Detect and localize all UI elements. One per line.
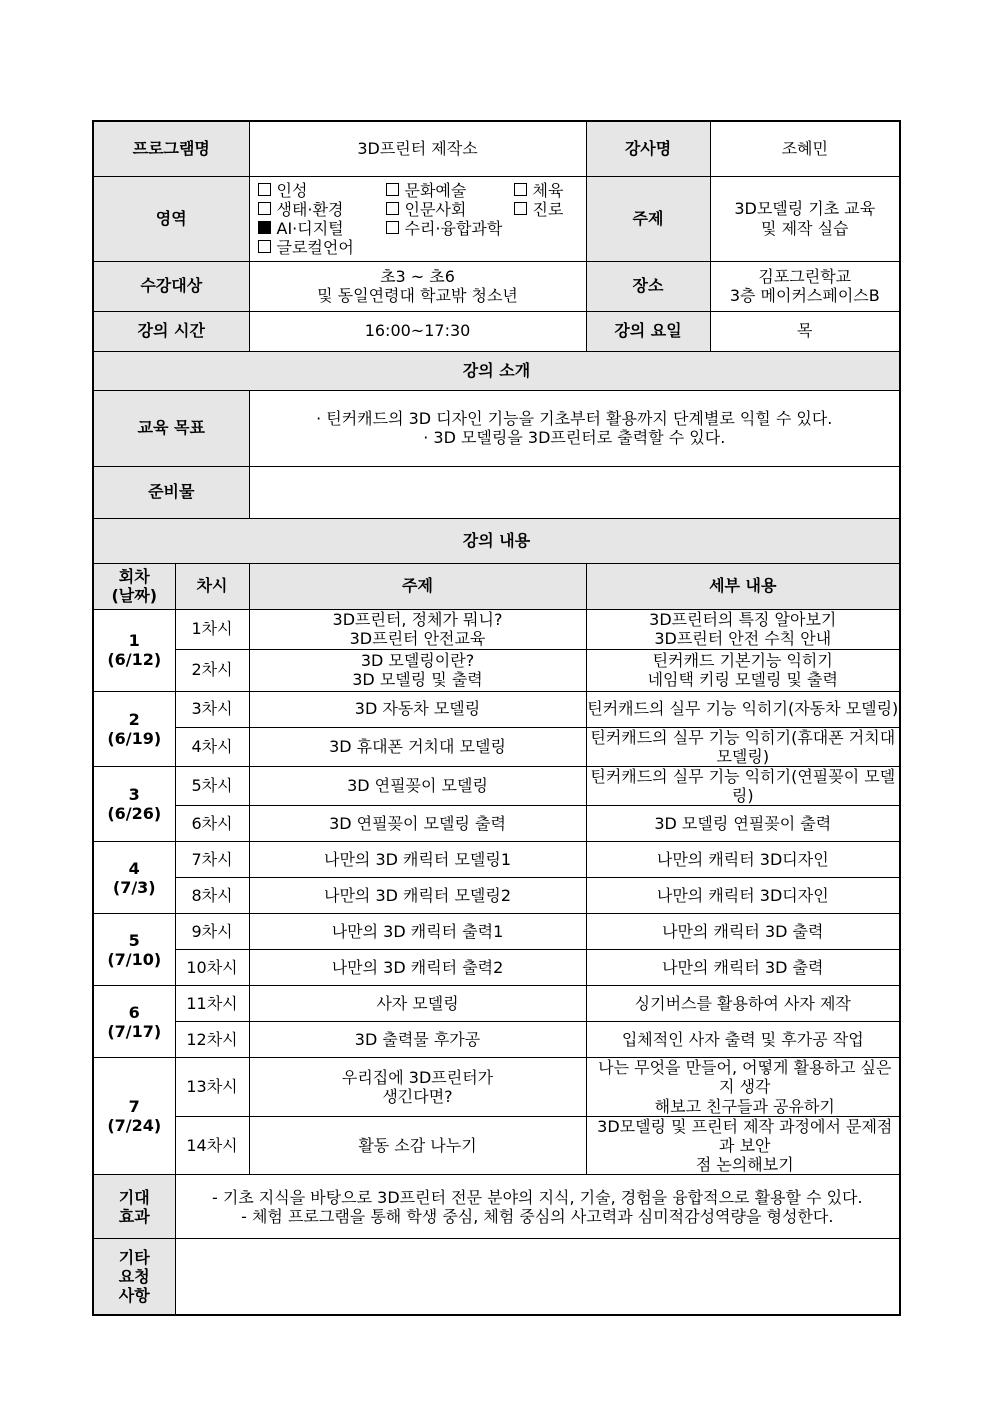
day-label: 강의 요일 bbox=[586, 311, 710, 351]
goal-value bbox=[249, 390, 900, 466]
topic-line: 3D프린터, 정체가 뭐니? bbox=[332, 609, 503, 629]
session-number: 1 bbox=[128, 630, 140, 650]
session-number: 2 bbox=[128, 709, 140, 729]
detail-cell: 틴커캐드의 실무 기능 익히기(휴대폰 거치대 모델링) bbox=[586, 727, 900, 766]
place-label: 장소 bbox=[586, 261, 710, 311]
topic-line: 생긴다면? bbox=[382, 1087, 453, 1107]
area-option-label: 문화예술 bbox=[404, 180, 467, 200]
session-number: 3 bbox=[128, 784, 140, 804]
other-label bbox=[93, 1239, 175, 1315]
detail-line: 네임택 키링 모델링 및 출력 bbox=[647, 670, 838, 689]
checkbox-icon[interactable] bbox=[258, 240, 271, 253]
effect-label-line-1: 기대 bbox=[118, 1187, 150, 1207]
time-value: 16:00~17:30 bbox=[249, 311, 586, 351]
topic-line: 3D프린터 안전교육 bbox=[349, 629, 486, 648]
period-cell: 13차시 bbox=[175, 1058, 249, 1117]
detail-cell: 나만의 캐릭터 3D 출력 bbox=[586, 914, 900, 950]
detail-cell: 싱기버스를 활용하여 사자 제작 bbox=[586, 986, 900, 1022]
detail-line: 3D프린터 안전 수칙 안내 bbox=[654, 629, 832, 648]
checkbox-icon[interactable] bbox=[258, 183, 271, 196]
period-cell: 9차시 bbox=[175, 914, 249, 950]
topic-cell: 3D 자동차 모델링 bbox=[249, 691, 586, 727]
period-cell: 1차시 bbox=[175, 609, 249, 649]
detail-line: 나는 무엇을 만들어, 어떻게 활용하고 싶은지 생각 bbox=[598, 1058, 892, 1097]
detail-line: 점 논의해보기 bbox=[695, 1155, 794, 1175]
col-topic-header: 주제 bbox=[249, 563, 586, 609]
period-cell: 8차시 bbox=[175, 878, 249, 914]
other-label-line-3: 사항 bbox=[118, 1286, 150, 1306]
area-option-label: 글로컬언어 bbox=[276, 237, 354, 257]
area-option bbox=[258, 219, 386, 238]
topic-line: 우리집에 3D프린터가 bbox=[341, 1067, 494, 1087]
detail-line: 3D모델링 및 프린터 제작 과정에서 문제점과 보안 bbox=[597, 1116, 893, 1155]
topic-line-1: 3D모델링 기초 교육 bbox=[734, 199, 876, 219]
topic-cell: 나만의 3D 캐릭터 모델링1 bbox=[249, 842, 586, 878]
col-session-line-1: 회차 bbox=[118, 566, 150, 586]
detail-cell bbox=[586, 1058, 900, 1117]
area-options bbox=[249, 176, 586, 261]
topic-cell: 나만의 3D 캐릭터 모델링2 bbox=[249, 878, 586, 914]
col-session-header bbox=[93, 563, 175, 609]
session-6-cell bbox=[93, 986, 175, 1058]
topic-line-2: 및 제작 실습 bbox=[761, 218, 849, 238]
effect-line-1: - 기초 지식을 바탕으로 3D프린터 전문 분야의 지식, 기술, 경험을 융합적으로 활용할 수 있다. bbox=[211, 1187, 863, 1207]
detail-cell: 나만의 캐릭터 3D 출력 bbox=[586, 950, 900, 986]
place-value bbox=[710, 261, 900, 311]
area-option bbox=[386, 219, 514, 238]
topic-cell: 활동 소감 나누기 bbox=[249, 1116, 586, 1175]
topic-cell: 3D 연필꽂이 모델링 bbox=[249, 766, 586, 805]
other-label-line-1: 기타 bbox=[118, 1247, 150, 1267]
session-number: 7 bbox=[128, 1097, 140, 1117]
checkbox-icon[interactable] bbox=[514, 183, 527, 196]
session-5-cell bbox=[93, 914, 175, 986]
session-date: (6/12) bbox=[107, 650, 162, 669]
period-cell: 4차시 bbox=[175, 727, 249, 766]
period-cell: 11차시 bbox=[175, 986, 249, 1022]
place-line-1: 김포그린학교 bbox=[758, 266, 852, 286]
topic-cell bbox=[249, 609, 586, 649]
checked-box-icon[interactable] bbox=[258, 221, 271, 234]
detail-cell: 입체적인 사자 출력 및 후가공 작업 bbox=[586, 1022, 900, 1058]
col-session-line-2: (날짜) bbox=[111, 586, 158, 605]
topic-line: 3D 모델링이란? bbox=[360, 650, 475, 670]
area-option-label: 생태·환경 bbox=[276, 199, 344, 219]
detail-cell bbox=[586, 649, 900, 691]
checkbox-icon[interactable] bbox=[386, 183, 399, 196]
checkbox-icon[interactable] bbox=[386, 202, 399, 215]
detail-cell: 틴커캐드의 실무 기능 익히기(자동차 모델링) bbox=[586, 691, 900, 727]
session-date: (6/19) bbox=[107, 728, 162, 748]
session-2-cell bbox=[93, 691, 175, 766]
topic-cell: 사자 모델링 bbox=[249, 986, 586, 1022]
area-option bbox=[386, 200, 514, 219]
area-option-label: 체육 bbox=[532, 180, 564, 200]
intro-section-title: 강의 소개 bbox=[93, 351, 900, 390]
program-label: 프로그램명 bbox=[93, 121, 249, 176]
program-table bbox=[92, 120, 901, 1316]
period-cell: 10차시 bbox=[175, 950, 249, 986]
topic-cell bbox=[249, 649, 586, 691]
topic-cell: 나만의 3D 캐릭터 출력2 bbox=[249, 950, 586, 986]
target-label: 수강대상 bbox=[93, 261, 249, 311]
effect-line-2: - 체험 프로그램을 통해 학생 중심, 체험 중심의 사고력과 심미적감성역량을 형성한다. bbox=[241, 1206, 834, 1226]
period-cell: 3차시 bbox=[175, 691, 249, 727]
instructor-value: 조혜민 bbox=[710, 121, 900, 176]
col-detail-header: 세부 내용 bbox=[586, 563, 900, 609]
target-value bbox=[249, 261, 586, 311]
area-option bbox=[258, 200, 386, 219]
goal-line-1: · 틴커캐드의 3D 디자인 기능을 기초부터 활용까지 단계별로 익힐 수 있다. bbox=[316, 408, 833, 428]
checkbox-icon[interactable] bbox=[258, 202, 271, 215]
area-option-label: 진로 bbox=[532, 199, 564, 219]
instructor-label: 강사명 bbox=[586, 121, 710, 176]
area-option bbox=[258, 238, 386, 257]
day-value: 목 bbox=[710, 311, 900, 351]
area-option-label: 인문사회 bbox=[404, 199, 467, 219]
other-value bbox=[175, 1239, 900, 1315]
col-period-header: 차시 bbox=[175, 563, 249, 609]
area-label: 영역 bbox=[93, 176, 249, 261]
area-option bbox=[514, 181, 587, 200]
other-label-line-2: 요청 bbox=[118, 1267, 150, 1287]
detail-cell: 나만의 캐릭터 3D디자인 bbox=[586, 842, 900, 878]
area-option-label: 수리·융합과학 bbox=[404, 218, 503, 238]
target-line-2: 및 동일연령대 학교밖 청소년 bbox=[317, 286, 518, 305]
area-option bbox=[514, 200, 587, 219]
checkbox-icon[interactable] bbox=[514, 202, 527, 215]
session-4-cell bbox=[93, 842, 175, 914]
content-section-title: 강의 내용 bbox=[93, 518, 900, 563]
effect-label bbox=[93, 1175, 175, 1239]
detail-cell: 나만의 캐릭터 3D디자인 bbox=[586, 878, 900, 914]
topic-line: 3D 모델링 및 출력 bbox=[352, 670, 483, 689]
session-3-cell bbox=[93, 766, 175, 841]
period-cell: 14차시 bbox=[175, 1116, 249, 1175]
topic-value bbox=[710, 176, 900, 261]
area-option-label: AI·디지털 bbox=[276, 218, 344, 238]
session-date: (7/24) bbox=[107, 1116, 162, 1136]
detail-cell: 틴커캐드의 실무 기능 익히기(연필꽂이 모델링) bbox=[586, 766, 900, 805]
period-cell: 12차시 bbox=[175, 1022, 249, 1058]
session-date: (7/10) bbox=[107, 949, 162, 969]
topic-cell: 3D 휴대폰 거치대 모델링 bbox=[249, 727, 586, 766]
session-number: 5 bbox=[128, 930, 140, 950]
session-date: (7/3) bbox=[112, 877, 156, 897]
area-option bbox=[258, 181, 386, 200]
detail-line: 틴커캐드 기본기능 익히기 bbox=[652, 650, 833, 670]
session-number: 6 bbox=[128, 1002, 140, 1022]
detail-line: 해보고 친구들과 공유하기 bbox=[654, 1096, 835, 1116]
place-line-2: 3층 메이커스페이스B bbox=[729, 286, 880, 305]
detail-cell bbox=[586, 1116, 900, 1175]
topic-cell: 나만의 3D 캐릭터 출력1 bbox=[249, 914, 586, 950]
target-line-1: 초3 ~ 초6 bbox=[380, 266, 455, 286]
goal-line-2: · 3D 모델링을 3D프린터로 출력할 수 있다. bbox=[423, 428, 726, 447]
period-cell: 7차시 bbox=[175, 842, 249, 878]
period-cell: 6차시 bbox=[175, 806, 249, 842]
period-cell: 2차시 bbox=[175, 649, 249, 691]
detail-cell: 3D 모델링 연필꽂이 출력 bbox=[586, 806, 900, 842]
detail-cell bbox=[586, 609, 900, 649]
program-form bbox=[92, 120, 899, 1316]
effect-value bbox=[175, 1175, 900, 1239]
area-option bbox=[514, 219, 587, 238]
topic-cell: 3D 출력물 후가공 bbox=[249, 1022, 586, 1058]
area-checkbox-grid bbox=[250, 179, 586, 259]
program-value: 3D프린터 제작소 bbox=[249, 121, 586, 176]
session-number: 4 bbox=[128, 858, 140, 878]
effect-label-line-2: 효과 bbox=[118, 1206, 150, 1226]
topic-cell bbox=[249, 1058, 586, 1117]
topic-label: 주제 bbox=[586, 176, 710, 261]
session-1-cell bbox=[93, 609, 175, 691]
session-date: (6/26) bbox=[107, 804, 162, 824]
area-option bbox=[386, 181, 514, 200]
period-cell: 5차시 bbox=[175, 766, 249, 805]
area-option-label: 인성 bbox=[276, 180, 308, 200]
detail-line: 3D프린터의 특징 알아보기 bbox=[649, 609, 837, 629]
session-date: (7/17) bbox=[107, 1021, 162, 1041]
checkbox-icon[interactable] bbox=[386, 221, 399, 234]
topic-cell: 3D 연필꽂이 모델링 출력 bbox=[249, 806, 586, 842]
prep-value bbox=[249, 466, 900, 518]
session-7-cell bbox=[93, 1058, 175, 1175]
time-label: 강의 시간 bbox=[93, 311, 249, 351]
prep-label: 준비물 bbox=[93, 466, 249, 518]
goal-label: 교육 목표 bbox=[93, 390, 249, 466]
